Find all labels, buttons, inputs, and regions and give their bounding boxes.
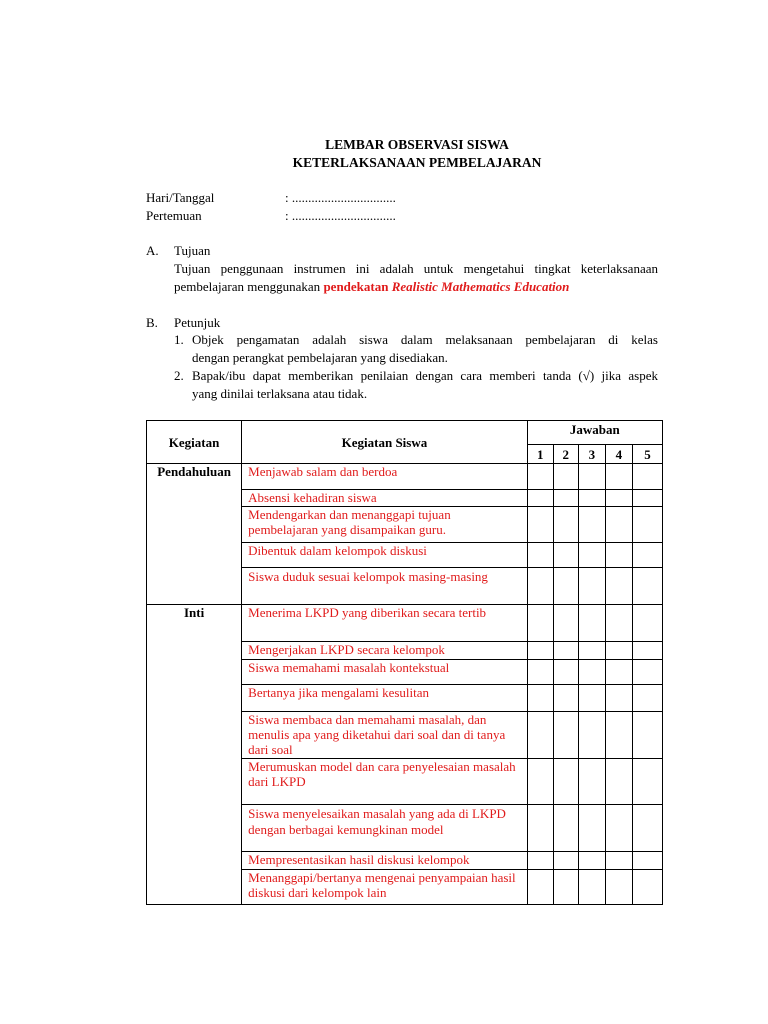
- score-cell[interactable]: [578, 805, 605, 852]
- score-cell[interactable]: [605, 660, 632, 685]
- instruction-2-line1: Bapak/ibu dapat memberikan penilaian dengan cara memberi tanda (√) jika aspek: [192, 368, 658, 383]
- score-cell[interactable]: [578, 490, 605, 507]
- section-a-text-line2: [174, 279, 569, 295]
- score-cell[interactable]: [605, 759, 632, 805]
- score-cell[interactable]: [632, 490, 662, 507]
- score-cell[interactable]: [605, 642, 632, 660]
- score-cell[interactable]: [578, 605, 605, 642]
- field-label-date: Hari/Tanggal: [146, 190, 215, 205]
- score-cell[interactable]: [605, 568, 632, 605]
- score-cell[interactable]: [578, 464, 605, 490]
- activity-cell: Menjawab salam dan berdoa: [242, 464, 528, 490]
- score-cell[interactable]: [605, 712, 632, 759]
- score-cell[interactable]: [527, 759, 553, 805]
- score-cell[interactable]: [578, 712, 605, 759]
- score-cell[interactable]: [605, 507, 632, 543]
- activity-cell: Mempresentasikan hasil diskusi kelompok: [242, 852, 528, 870]
- header-kegiatan-siswa: Kegiatan Siswa: [242, 421, 528, 464]
- score-cell[interactable]: [605, 852, 632, 870]
- score-cell[interactable]: [527, 543, 553, 568]
- score-cell[interactable]: [527, 490, 553, 507]
- score-cell[interactable]: [553, 568, 578, 605]
- score-cell[interactable]: [578, 642, 605, 660]
- score-cell[interactable]: [527, 507, 553, 543]
- score-cell[interactable]: [527, 464, 553, 490]
- score-cell[interactable]: [578, 568, 605, 605]
- score-cell[interactable]: [578, 507, 605, 543]
- score-cell[interactable]: [632, 543, 662, 568]
- score-cell[interactable]: [553, 685, 578, 712]
- activity-cell: Absensi kehadiran siswa: [242, 490, 528, 507]
- score-cell[interactable]: [605, 543, 632, 568]
- score-header-2: 2: [553, 445, 578, 464]
- score-cell[interactable]: [632, 605, 662, 642]
- score-cell[interactable]: [632, 464, 662, 490]
- score-cell[interactable]: [527, 685, 553, 712]
- section-a-heading: Tujuan: [174, 243, 211, 258]
- instruction-2-line2: yang dinilai terlaksana atau tidak.: [192, 386, 368, 401]
- score-cell[interactable]: [632, 568, 662, 605]
- score-cell[interactable]: [527, 870, 553, 905]
- score-cell[interactable]: [527, 852, 553, 870]
- score-header-1: 1: [527, 445, 553, 464]
- section-a-text-red: pendekatan: [323, 279, 392, 294]
- score-cell[interactable]: [553, 642, 578, 660]
- activity-cell: Siswa duduk sesuai kelompok masing-masing: [242, 568, 528, 605]
- section-a-text-red-italic: Realistic Mathematics Education: [391, 279, 570, 294]
- score-cell[interactable]: [553, 507, 578, 543]
- score-cell[interactable]: [605, 805, 632, 852]
- group-inti: Inti: [147, 605, 242, 905]
- score-cell[interactable]: [553, 490, 578, 507]
- score-cell[interactable]: [553, 870, 578, 905]
- score-cell[interactable]: [605, 464, 632, 490]
- section-b-letter: B.: [146, 315, 158, 330]
- field-label-meeting: Pertemuan: [146, 208, 202, 223]
- activity-cell: Mendengarkan dan menanggapi tujuan pembelajaran yang disampaikan guru.: [242, 507, 528, 543]
- score-cell[interactable]: [632, 759, 662, 805]
- section-a-text-plain: pembelajaran menggunakan: [174, 279, 324, 294]
- score-cell[interactable]: [527, 605, 553, 642]
- activity-cell: Mengerjakan LKPD secara kelompok: [242, 642, 528, 660]
- instruction-2-number: 2.: [174, 368, 184, 383]
- document-title: LEMBAR OBSERVASI SISWA: [325, 137, 509, 152]
- score-cell[interactable]: [527, 642, 553, 660]
- score-cell[interactable]: [632, 660, 662, 685]
- field-value-date: : ................................: [285, 190, 396, 205]
- score-cell[interactable]: [527, 712, 553, 759]
- score-cell[interactable]: [527, 805, 553, 852]
- section-a-text-line1: Tujuan penggunaan instrumen ini adalah untuk mengetahui tingkat keterlaksanaan: [174, 261, 658, 276]
- score-cell[interactable]: [632, 642, 662, 660]
- score-cell[interactable]: [632, 870, 662, 905]
- score-cell[interactable]: [553, 712, 578, 759]
- instruction-1-line2: dengan perangkat pembelajaran yang disediakan.: [192, 350, 448, 365]
- score-cell[interactable]: [605, 685, 632, 712]
- section-a-letter: A.: [146, 243, 159, 258]
- score-cell[interactable]: [578, 543, 605, 568]
- instruction-1-line1: Objek pengamatan adalah siswa dalam melaksanaan pembelajaran di kelas: [192, 332, 658, 347]
- score-cell[interactable]: [527, 660, 553, 685]
- table-row: [147, 464, 663, 490]
- activity-cell: Menerima LKPD yang diberikan secara tertib: [242, 605, 528, 642]
- score-cell[interactable]: [553, 805, 578, 852]
- header-jawaban: Jawaban: [527, 421, 662, 445]
- score-header-5: 5: [632, 445, 662, 464]
- score-cell[interactable]: [578, 759, 605, 805]
- score-cell[interactable]: [553, 852, 578, 870]
- score-header-4: 4: [605, 445, 632, 464]
- score-cell[interactable]: [632, 685, 662, 712]
- score-cell[interactable]: [632, 712, 662, 759]
- activity-cell: Siswa menyelesaikan masalah yang ada di LKPD dengan berbagai kemungkinan model: [242, 805, 528, 852]
- score-header-3: 3: [578, 445, 605, 464]
- score-cell[interactable]: [632, 507, 662, 543]
- score-cell[interactable]: [578, 660, 605, 685]
- activity-cell: Dibentuk dalam kelompok diskusi: [242, 543, 528, 568]
- score-cell[interactable]: [632, 852, 662, 870]
- activity-cell: Siswa memahami masalah kontekstual: [242, 660, 528, 685]
- score-cell[interactable]: [578, 870, 605, 905]
- score-cell[interactable]: [578, 852, 605, 870]
- score-cell[interactable]: [553, 543, 578, 568]
- table-row: [147, 605, 663, 642]
- document-subtitle: KETERLAKSANAAN PEMBELAJARAN: [292, 155, 542, 170]
- instruction-1-number: 1.: [174, 332, 184, 347]
- group-pendahuluan: Pendahuluan: [147, 464, 242, 605]
- score-cell[interactable]: [527, 568, 553, 605]
- score-cell[interactable]: [553, 464, 578, 490]
- activity-cell: Merumuskan model dan cara penyelesaian masalah dari LKPD: [242, 759, 528, 805]
- header-kegiatan: Kegiatan: [147, 421, 242, 464]
- score-cell[interactable]: [553, 605, 578, 642]
- section-b-heading: Petunjuk: [174, 315, 221, 330]
- activity-cell: Bertanya jika mengalami kesulitan: [242, 685, 528, 712]
- activity-cell: Menanggapi/bertanya mengenai penyampaian hasil diskusi dari kelompok lain: [242, 870, 528, 905]
- score-cell[interactable]: [605, 605, 632, 642]
- score-cell[interactable]: [605, 870, 632, 905]
- observation-table: [146, 420, 663, 905]
- score-cell[interactable]: [553, 660, 578, 685]
- activity-cell: Siswa membaca dan memahami masalah, dan menulis apa yang diketahui dari soal dan di tanya dari soal: [242, 712, 528, 759]
- field-value-meeting: : ................................: [285, 208, 396, 223]
- score-cell[interactable]: [632, 805, 662, 852]
- score-cell[interactable]: [578, 685, 605, 712]
- score-cell[interactable]: [553, 759, 578, 805]
- score-cell[interactable]: [605, 490, 632, 507]
